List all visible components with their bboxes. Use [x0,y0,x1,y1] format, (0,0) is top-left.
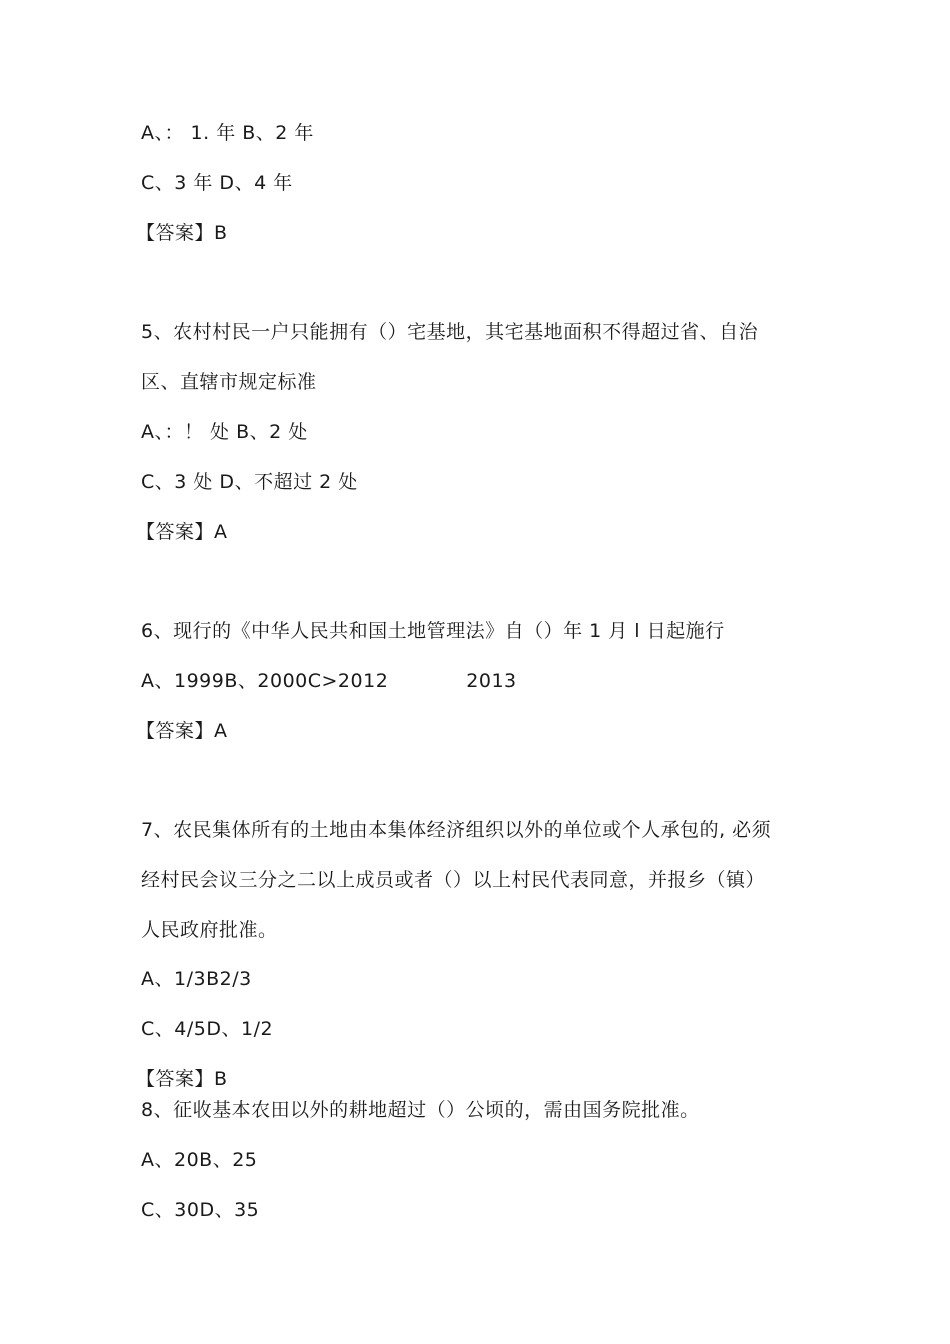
q7-answer: 【答案】B [136,1068,228,1090]
q4-answer: 【答案】B [136,222,228,244]
q5-answer: 【答案】A [136,521,228,543]
q8-question: 8、征收基本农田以外的耕地超过（）公顷的，需由国务院批准。 [141,1099,700,1121]
q5-options-cd: C、3 处 D、不超过 2 处 [141,471,358,493]
q4-options-cd: C、3 年 D、4 年 [141,172,293,194]
q8-options-cd: C、30D、35 [141,1199,260,1221]
q7-question-line1: 7、农民集体所有的土地由本集体经济组织以外的单位或个人承包的, 必须 [141,819,772,841]
q7-question-line3: 人民政府批准。 [141,919,278,941]
q7-question-line2: 经村民会议三分之二以上成员或者（）以上村民代表同意，并报乡（镇） [141,869,766,891]
q6-question: 6、现行的《中华人民共和国土地管理法》自（）年 1 月 l 日起施行 [141,620,725,642]
q6-answer: 【答案】A [136,720,228,742]
q5-question-line1: 5、农村村民一户只能拥有（）宅基地，其宅基地面积不得超过省、自治 [141,321,759,343]
q7-options-ab: A、1/3B2/3 [141,968,252,990]
q6-options-abc: A、1999B、2000C>2012 [141,670,389,692]
q5-question-line2: 区、直辖市规定标准 [141,371,317,393]
q6-option-d: 2013 [466,670,517,692]
q6-options [141,669,517,693]
q4-options-ab: A、： 1. 年 B、2 年 [141,122,314,144]
q8-options-ab: A、20B、25 [141,1149,258,1171]
q7-options-cd: C、4/5D、1/2 [141,1018,274,1040]
q5-options-ab: A、：！ 处 B、2 处 [141,421,308,443]
